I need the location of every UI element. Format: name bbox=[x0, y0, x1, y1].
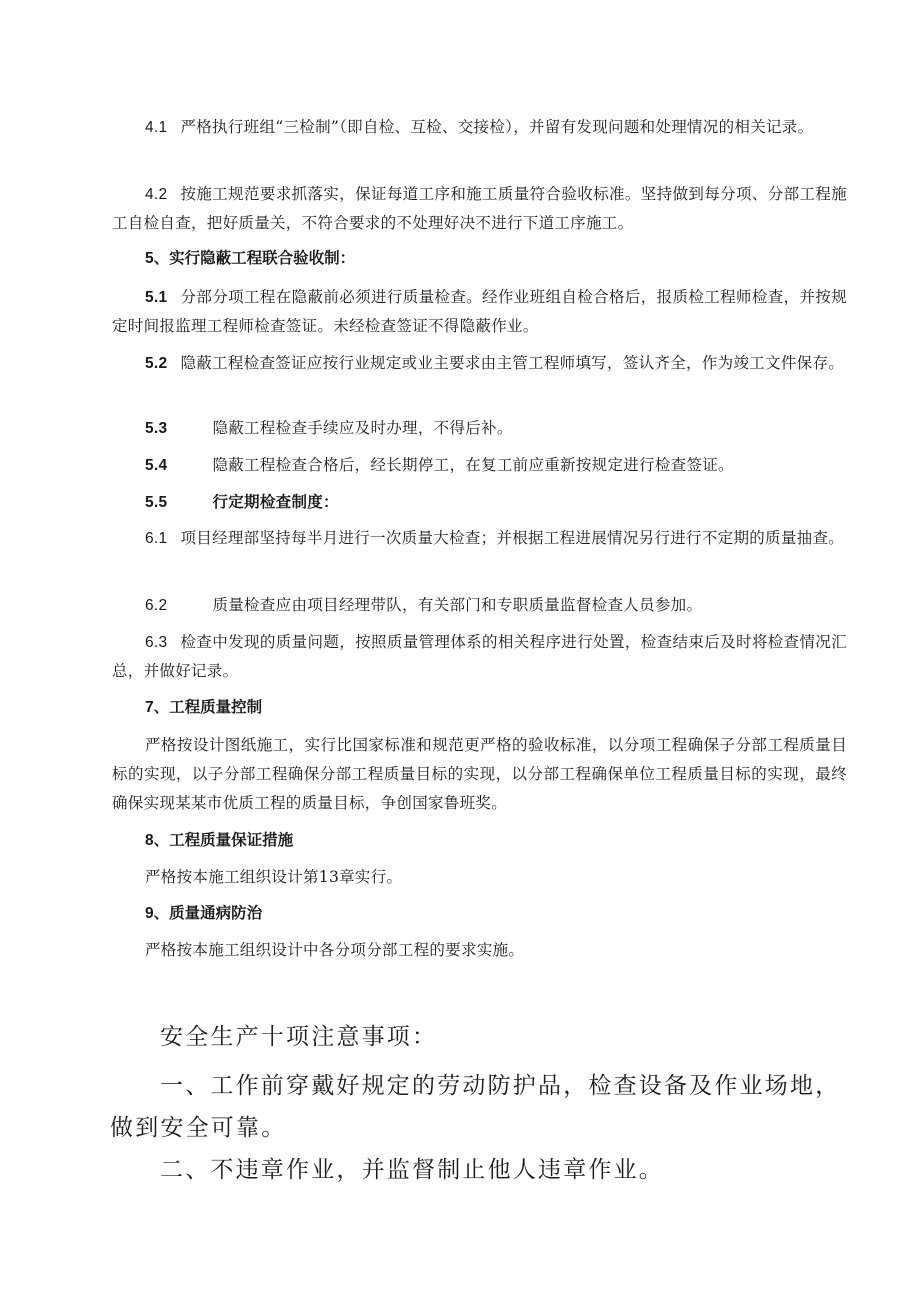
paragraph-text: 检查中发现的质量问题，按照质量管理体系的相关程序进行处置，检查结束后及时将检查情况汇总，并做好记录。 bbox=[112, 633, 847, 680]
paragraph-4-2 bbox=[112, 180, 847, 238]
paragraph-5-1 bbox=[112, 283, 847, 341]
clause-number: 6.1 bbox=[145, 530, 168, 547]
paragraph-8: 严格按本施工组织设计第13章实行。 bbox=[145, 868, 403, 886]
clause-number: 5.4 bbox=[145, 457, 168, 474]
section-heading-5: 5、实行隐蔽工程联合验收制： bbox=[145, 250, 356, 267]
safety-item-2: 二、不违章作业，并监督制止他人违章作业。 bbox=[160, 1157, 664, 1183]
safety-title: 安全生产十项注意事项： bbox=[160, 1024, 438, 1050]
paragraph-text: 行定期检查制度： bbox=[212, 492, 339, 511]
paragraph-text: 严格执行班组“三检制”（即自检、互检、交接检），并留有发现问题和处理情况的相关记录。 bbox=[180, 118, 814, 136]
paragraph-5-3 bbox=[112, 414, 847, 443]
paragraph-text: 质量检查应由项目经理带队，有关部门和专职质量监督检查人员参加。 bbox=[212, 596, 703, 614]
section-heading-7: 7、工程质量控制 bbox=[145, 699, 263, 716]
paragraph-5-5 bbox=[112, 487, 847, 517]
clause-number: 4.1 bbox=[145, 119, 168, 136]
section-heading-9: 9、质量通病防治 bbox=[145, 905, 263, 922]
paragraph-text: 项目经理部坚持每半月进行一次质量大检查；并根据工程进展情况另行进行不定期的质量抽查。 bbox=[180, 529, 845, 547]
clause-number: 5.1 bbox=[145, 289, 168, 306]
paragraph-text: 按施工规范要求抓落实，保证每道工序和施工质量符合验收标准。坚持做到每分项、分部工程施工自检自查，把好质量关，不符合要求的不处理好决不进行下道工序施工。 bbox=[112, 185, 847, 232]
clause-number: 6.2 bbox=[145, 597, 168, 614]
paragraph-7: 严格按设计图纸施工，实行比国家标准和规范更严格的验收标准，以分项工程确保子分部工程质量目标的实现，以子分部工程确保分部工程质量目标的实现，以分部工程确保单位工程质量目标的实现，最终确保实现某某市优质工程的质量目标，争创国家鲁班奖。 bbox=[112, 736, 847, 812]
paragraph-text: 隐蔽工程检查合格后，经长期停工，在复工前应重新按规定进行检查签证。 bbox=[212, 456, 734, 474]
paragraph-5-4 bbox=[112, 451, 847, 480]
paragraph-text: 隐蔽工程检查签证应按行业规定或业主要求由主管工程师填写，签认齐全，作为竣工文件保存。 bbox=[180, 354, 845, 372]
paragraph-6-1 bbox=[112, 524, 847, 553]
clause-number: 5.3 bbox=[145, 420, 168, 437]
paragraph-text: 分部分项工程在隐蔽前必须进行质量检查。经作业班组自检合格后，报质检工程师检查，并按规定时间报监理工程师检查签证。未经检查签证不得隐蔽作业。 bbox=[112, 288, 847, 335]
paragraph-5-2 bbox=[112, 349, 847, 378]
paragraph-6-2 bbox=[112, 591, 847, 620]
safety-item-1-line-2: 做到安全可靠。 bbox=[110, 1115, 287, 1141]
clause-number: 6.3 bbox=[145, 634, 168, 651]
clause-number: 5.2 bbox=[145, 355, 168, 372]
clause-number: 5.5 bbox=[145, 494, 168, 511]
clause-number: 4.2 bbox=[145, 186, 168, 203]
paragraph-text: 隐蔽工程检查手续应及时办理，不得后补。 bbox=[212, 419, 513, 437]
paragraph-4-1 bbox=[112, 113, 847, 142]
safety-item-1-line-1: 一、工作前穿戴好规定的劳动防护品，检查设备及作业场地， bbox=[160, 1073, 841, 1099]
paragraph-6-3 bbox=[112, 628, 847, 686]
paragraph-9: 严格按本施工组织设计中各分项分部工程的要求实施。 bbox=[145, 941, 525, 959]
section-heading-8: 8、工程质量保证措施 bbox=[145, 832, 294, 849]
